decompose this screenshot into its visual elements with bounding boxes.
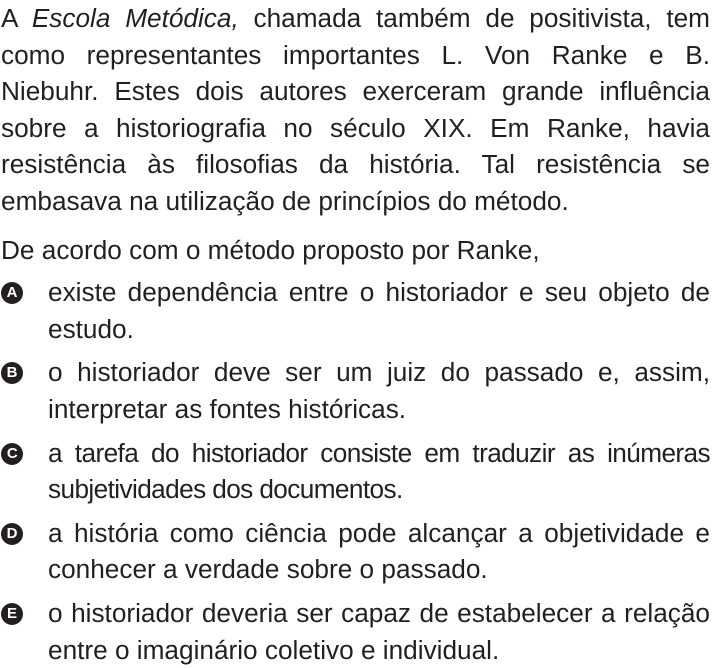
stem-text: chamada também de positivista, tem como representantes importantes L. Von Ranke e B. Niebuhr. Estes dois autores exerceram grande influência sobre a historiografia no século XIX. Em Ranke, havia resistência às filosofias da história. Tal resistência se embasava na utilização de princípios do método. xyxy=(1,3,710,216)
option-text: existe dependência entre o historiador e seu objeto de estudo. xyxy=(48,277,710,344)
option-letter-badge: A xyxy=(1,282,23,304)
option-letter-badge: E xyxy=(1,603,23,625)
option-letter-badge: B xyxy=(1,362,23,384)
stem-italic-term: Escola Metódica, xyxy=(31,3,239,33)
option-letter-badge: D xyxy=(1,523,23,545)
question-stem xyxy=(1,0,710,220)
option-text: o historiador deveria ser capaz de estabelecer a relação entre o imaginário coletivo e individual. xyxy=(48,597,710,665)
option-text: a tarefa do historiador consiste em traduzir as inúmeras subjetividades dos documentos. xyxy=(48,437,710,505)
option-letter-badge: C xyxy=(1,443,23,465)
option-c[interactable] xyxy=(1,435,710,508)
option-d[interactable] xyxy=(1,515,710,588)
stem-prefix: A xyxy=(1,3,32,33)
option-text: o historiador deve ser um juiz do passado e, assim, interpretar as fontes históricas. xyxy=(48,357,710,424)
answer-options xyxy=(1,274,710,668)
option-e[interactable] xyxy=(1,595,710,668)
option-text: a história como ciência pode alcançar a objetividade e conhecer a verdade sobre o passado. xyxy=(48,517,710,585)
option-b[interactable] xyxy=(1,354,710,427)
question-prompt: De acordo com o método proposto por Ranke, xyxy=(1,234,540,265)
option-a[interactable] xyxy=(1,274,710,347)
